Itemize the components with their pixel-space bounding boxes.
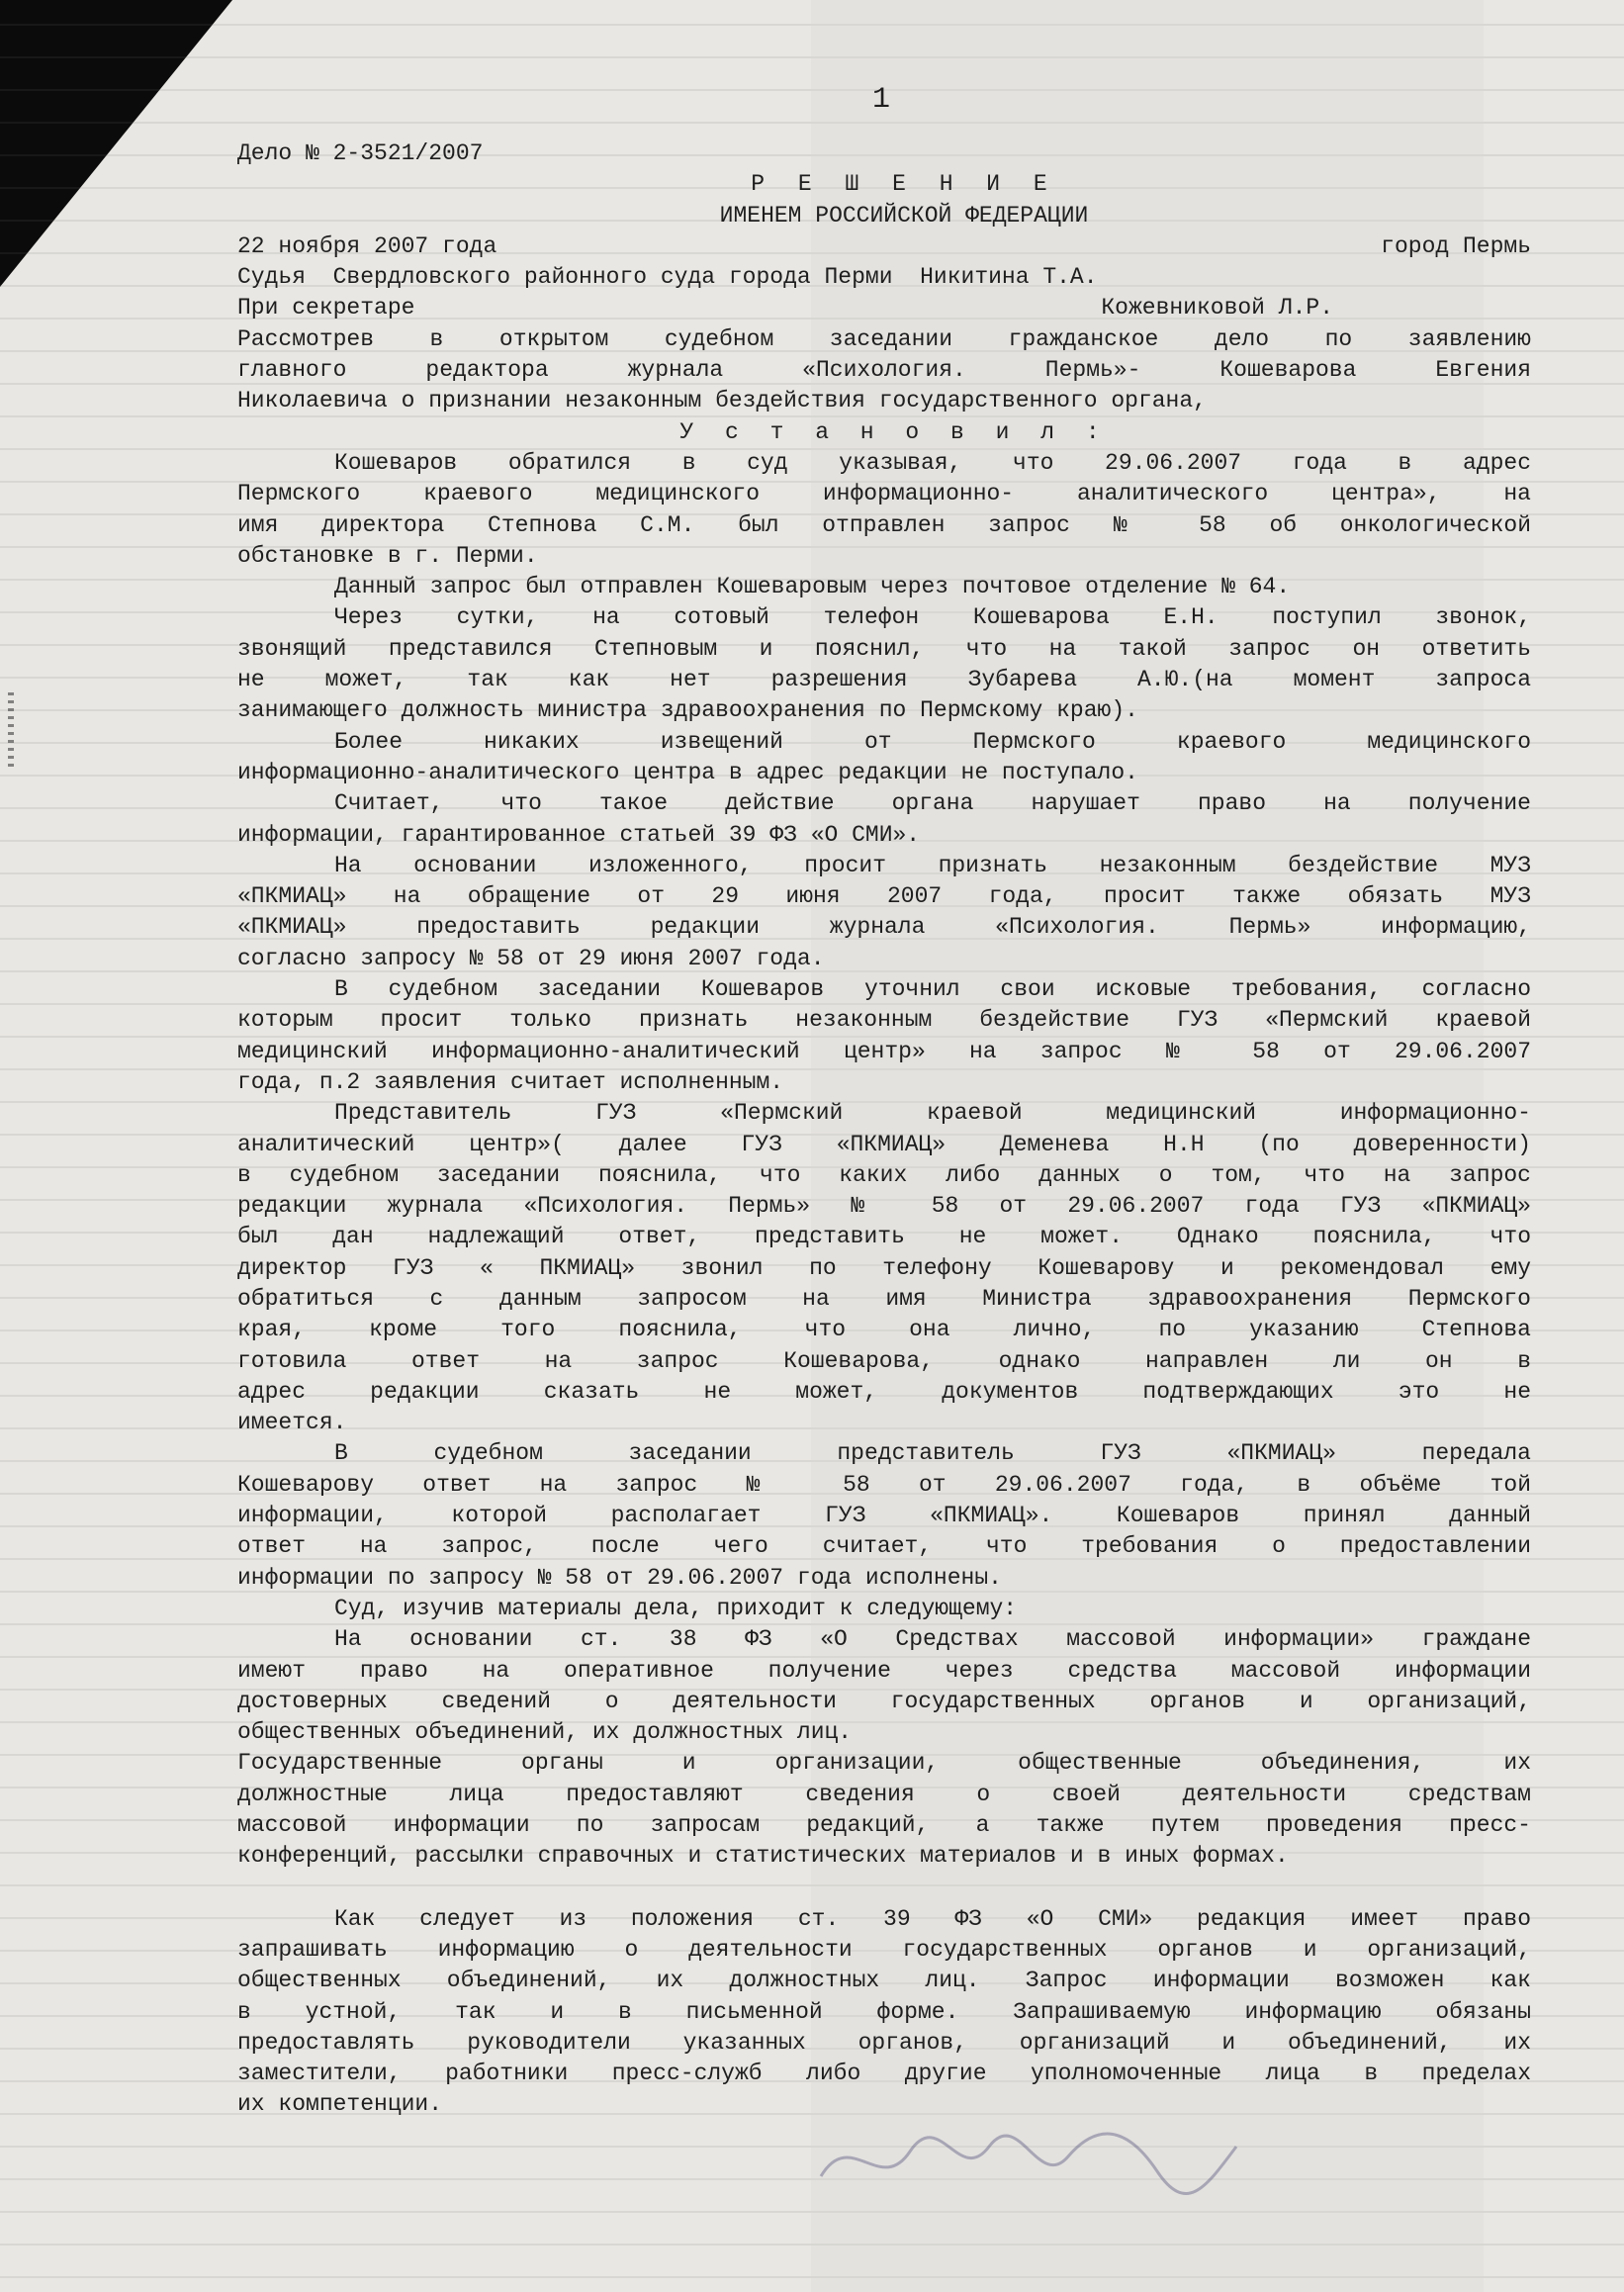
- paragraph-gap: [237, 1873, 1531, 1904]
- paragraph-line: звонящий представился Степновым и пояснил, что на такой запрос он ответить: [237, 635, 1531, 662]
- paragraph-line: Более никаких извещений от Пермского краевого медицинского: [334, 728, 1531, 755]
- paragraph: [237, 1438, 1531, 1593]
- paragraph-line: которым просит только признать незаконным бездействие ГУЗ «Пермский краевой: [237, 1007, 1531, 1034]
- intro-paragraph: [237, 324, 1531, 417]
- intro-line: Рассмотрев в открытом судебном заседании гражданское дело по заявлению: [237, 325, 1531, 352]
- paragraph-line: Представитель ГУЗ «Пермский краевой медицинский информационно-: [334, 1100, 1531, 1127]
- paragraph: [237, 602, 1531, 726]
- paragraph-line: Кошеваров обратился в суд указывая, что 29.06.2007 года в адрес: [334, 449, 1531, 476]
- paragraph-line: аналитический центр»( далее ГУЗ «ПКМИАЦ» Деменева Н.Н (по доверенности): [237, 1131, 1531, 1157]
- paragraph-line: обратиться с данным запросом на имя Министра здравоохранения Пермского: [237, 1285, 1531, 1312]
- paragraph-line: Суд, изучив материалы дела, приходит к следующему:: [334, 1595, 1018, 1621]
- paragraph-line: «ПКМИАЦ» на обращение от 29 июня 2007 года, просит также обязать МУЗ: [237, 883, 1531, 910]
- paragraph: [237, 974, 1531, 1098]
- paragraph-line: Кошеварову ответ на запрос № 58 от 29.06.2007 года, в объёме той: [237, 1471, 1531, 1498]
- paragraph: [237, 727, 1531, 789]
- paragraph-line: в судебном заседании пояснила, что каких либо данных о том, что на запрос: [237, 1161, 1531, 1188]
- paragraph-line: директор ГУЗ « ПКМИАЦ» звонил по телефону Кошеварову и рекомендовал ему: [237, 1254, 1531, 1281]
- paragraph: [237, 1904, 1531, 2121]
- document-subtitle: ИМЕНЕМ РОССИЙСКОЙ ФЕДЕРАЦИИ: [719, 202, 1089, 229]
- paragraph-line: медицинский информационно-аналитический центр» на запрос № 58 от 29.06.2007: [237, 1038, 1531, 1064]
- decision-date: 22 ноября 2007 года: [237, 232, 497, 259]
- paragraph-line: В судебном заседании представитель ГУЗ «ПКМИАЦ» передала: [334, 1440, 1531, 1467]
- paragraph-line: Через сутки, на сотовый телефон Кошеварова Е.Н. поступил звонок,: [334, 604, 1531, 631]
- paragraph-line: их компетенции.: [237, 2091, 443, 2118]
- paragraph-line: заместители, работники пресс-служб либо другие уполномоченные лица в пределах: [237, 2061, 1531, 2087]
- paragraph-line: редакции журнала «Психология. Пермь» № 58 от 29.06.2007 года ГУЗ «ПКМИАЦ»: [237, 1193, 1531, 1220]
- paragraph: [237, 788, 1531, 851]
- paragraph-line: информации, гарантированное статьей 39 ФЗ «О СМИ».: [237, 821, 921, 848]
- paragraph-line: имя директора Степнова С.М. был отправлен запрос № 58 об онкологической: [237, 511, 1531, 538]
- paragraph-line: информации, которой располагает ГУЗ «ПКМИАЦ». Кошеваров принял данный: [237, 1503, 1531, 1529]
- document-title: Р Е Ш Е Н И Е: [751, 171, 1057, 198]
- intro-line: Николаевича о признании незаконным бездействия государственного органа,: [237, 388, 1207, 414]
- scan-edge-mark: [8, 692, 14, 772]
- established-heading: У с т а н о в и л :: [679, 418, 1109, 445]
- paragraph-line: достоверных сведений о деятельности государственных органов и организаций,: [237, 1688, 1531, 1714]
- paragraph-line: имеется.: [237, 1410, 347, 1436]
- secretary-name: Кожевниковой Л.Р.: [1101, 295, 1333, 321]
- paragraph-line: массовой информации по запросам редакций, а также путем проведения пресс-: [237, 1812, 1531, 1839]
- paragraph: [237, 1624, 1531, 1748]
- paragraph-line: был дан надлежащий ответ, представить не может. Однако пояснила, что: [237, 1224, 1531, 1250]
- paragraph-line: занимающего должность министра здравоохранения по Пермскому краю).: [237, 697, 1138, 724]
- paragraph: [237, 572, 1531, 602]
- paragraph: [237, 851, 1531, 974]
- case-number: Дело № 2-3521/2007: [237, 140, 484, 166]
- intro-line: главного редактора журнала «Психология. Пермь»- Кошеварова Евгения: [237, 357, 1531, 384]
- paragraph-line: имеют право на оперативное получение через средства массовой информации: [237, 1657, 1531, 1684]
- paragraph-line: в устной, так и в письменной форме. Запрашиваемую информацию обязаны: [237, 1998, 1531, 2025]
- judge-line: Судья Свердловского районного суда города Перми Никитина Т.А.: [237, 264, 1098, 291]
- paragraph-line: обстановке в г. Перми.: [237, 542, 538, 569]
- paragraph-line: На основании изложенного, просит признать незаконным бездействие МУЗ: [334, 852, 1531, 878]
- paragraph-line: Данный запрос был отправлен Кошеваровым через почтовое отделение № 64.: [334, 574, 1291, 600]
- paragraph-line: согласно запросу № 58 от 29 июня 2007 года.: [237, 945, 825, 971]
- decision-city: город Пермь: [1381, 232, 1531, 259]
- paragraph-line: общественных объединений, их должностных лиц. Запрос информации возможен как: [237, 1968, 1531, 1994]
- paragraph-line: года, п.2 заявления считает исполненным.: [237, 1068, 784, 1095]
- paragraph-line: Считает, что такое действие органа нарушает право на получение: [334, 790, 1531, 817]
- signature-scribble: [811, 2117, 1246, 2206]
- paragraph-line: должностные лица предоставляют сведения о своей деятельности средствам: [237, 1781, 1531, 1807]
- paragraph-line: общественных объединений, их должностных лиц.: [237, 1719, 853, 1746]
- paragraph: [237, 1748, 1531, 1872]
- paragraph-line: Как следует из положения ст. 39 ФЗ «О СМИ» редакция имеет право: [334, 1905, 1531, 1932]
- decision-text: [237, 448, 1531, 2121]
- paragraph-line: края, кроме того пояснила, что она лично, по указанию Степнова: [237, 1317, 1531, 1343]
- paragraph-line: Пермского краевого медицинского информационно- аналитического центра», на: [237, 481, 1531, 507]
- paragraph-line: «ПКМИАЦ» предоставить редакции журнала «Психология. Пермь» информацию,: [237, 914, 1531, 941]
- document-body: [237, 138, 1531, 2121]
- paragraph-line: информации по запросу № 58 от 29.06.2007 года исполнены.: [237, 1564, 1002, 1591]
- date-city-row: [237, 231, 1531, 262]
- paragraph-line: На основании ст. 38 ФЗ «О Средствах массовой информации» граждане: [334, 1626, 1531, 1653]
- paragraph: [237, 1098, 1531, 1438]
- scan-dark-corner: [0, 0, 232, 287]
- paragraph-line: ответ на запрос, после чего считает, что требования о предоставлении: [237, 1533, 1531, 1560]
- paragraph-line: запрашивать информацию о деятельности государственных органов и организаций,: [237, 1936, 1531, 1963]
- paragraph-line: информационно-аналитического центра в адрес редакции не поступало.: [237, 759, 1138, 785]
- paragraph-line: не может, так как нет разрешения Зубарева А.Ю.(на момент запроса: [237, 667, 1531, 693]
- paragraph-line: Государственные органы и организации, общественные объединения, их: [237, 1750, 1531, 1777]
- page-number: 1: [872, 83, 891, 117]
- paragraph-line: конференций, рассылки справочных и статистических материалов и в иных формах.: [237, 1843, 1289, 1870]
- secretary-label: При секретаре: [237, 295, 415, 321]
- paragraph-line: В судебном заседании Кошеваров уточнил свои исковые требования, согласно: [334, 976, 1531, 1003]
- paragraph: [237, 448, 1531, 572]
- paragraph-line: предоставлять руководители указанных органов, организаций и объединений, их: [237, 2029, 1531, 2056]
- paragraph-line: адрес редакции сказать не может, документов подтверждающих это не: [237, 1378, 1531, 1405]
- paragraph-line: готовила ответ на запрос Кошеварова, однако направлен ли он в: [237, 1347, 1531, 1374]
- secretary-row: [237, 293, 1531, 323]
- paragraph: [237, 1594, 1531, 1624]
